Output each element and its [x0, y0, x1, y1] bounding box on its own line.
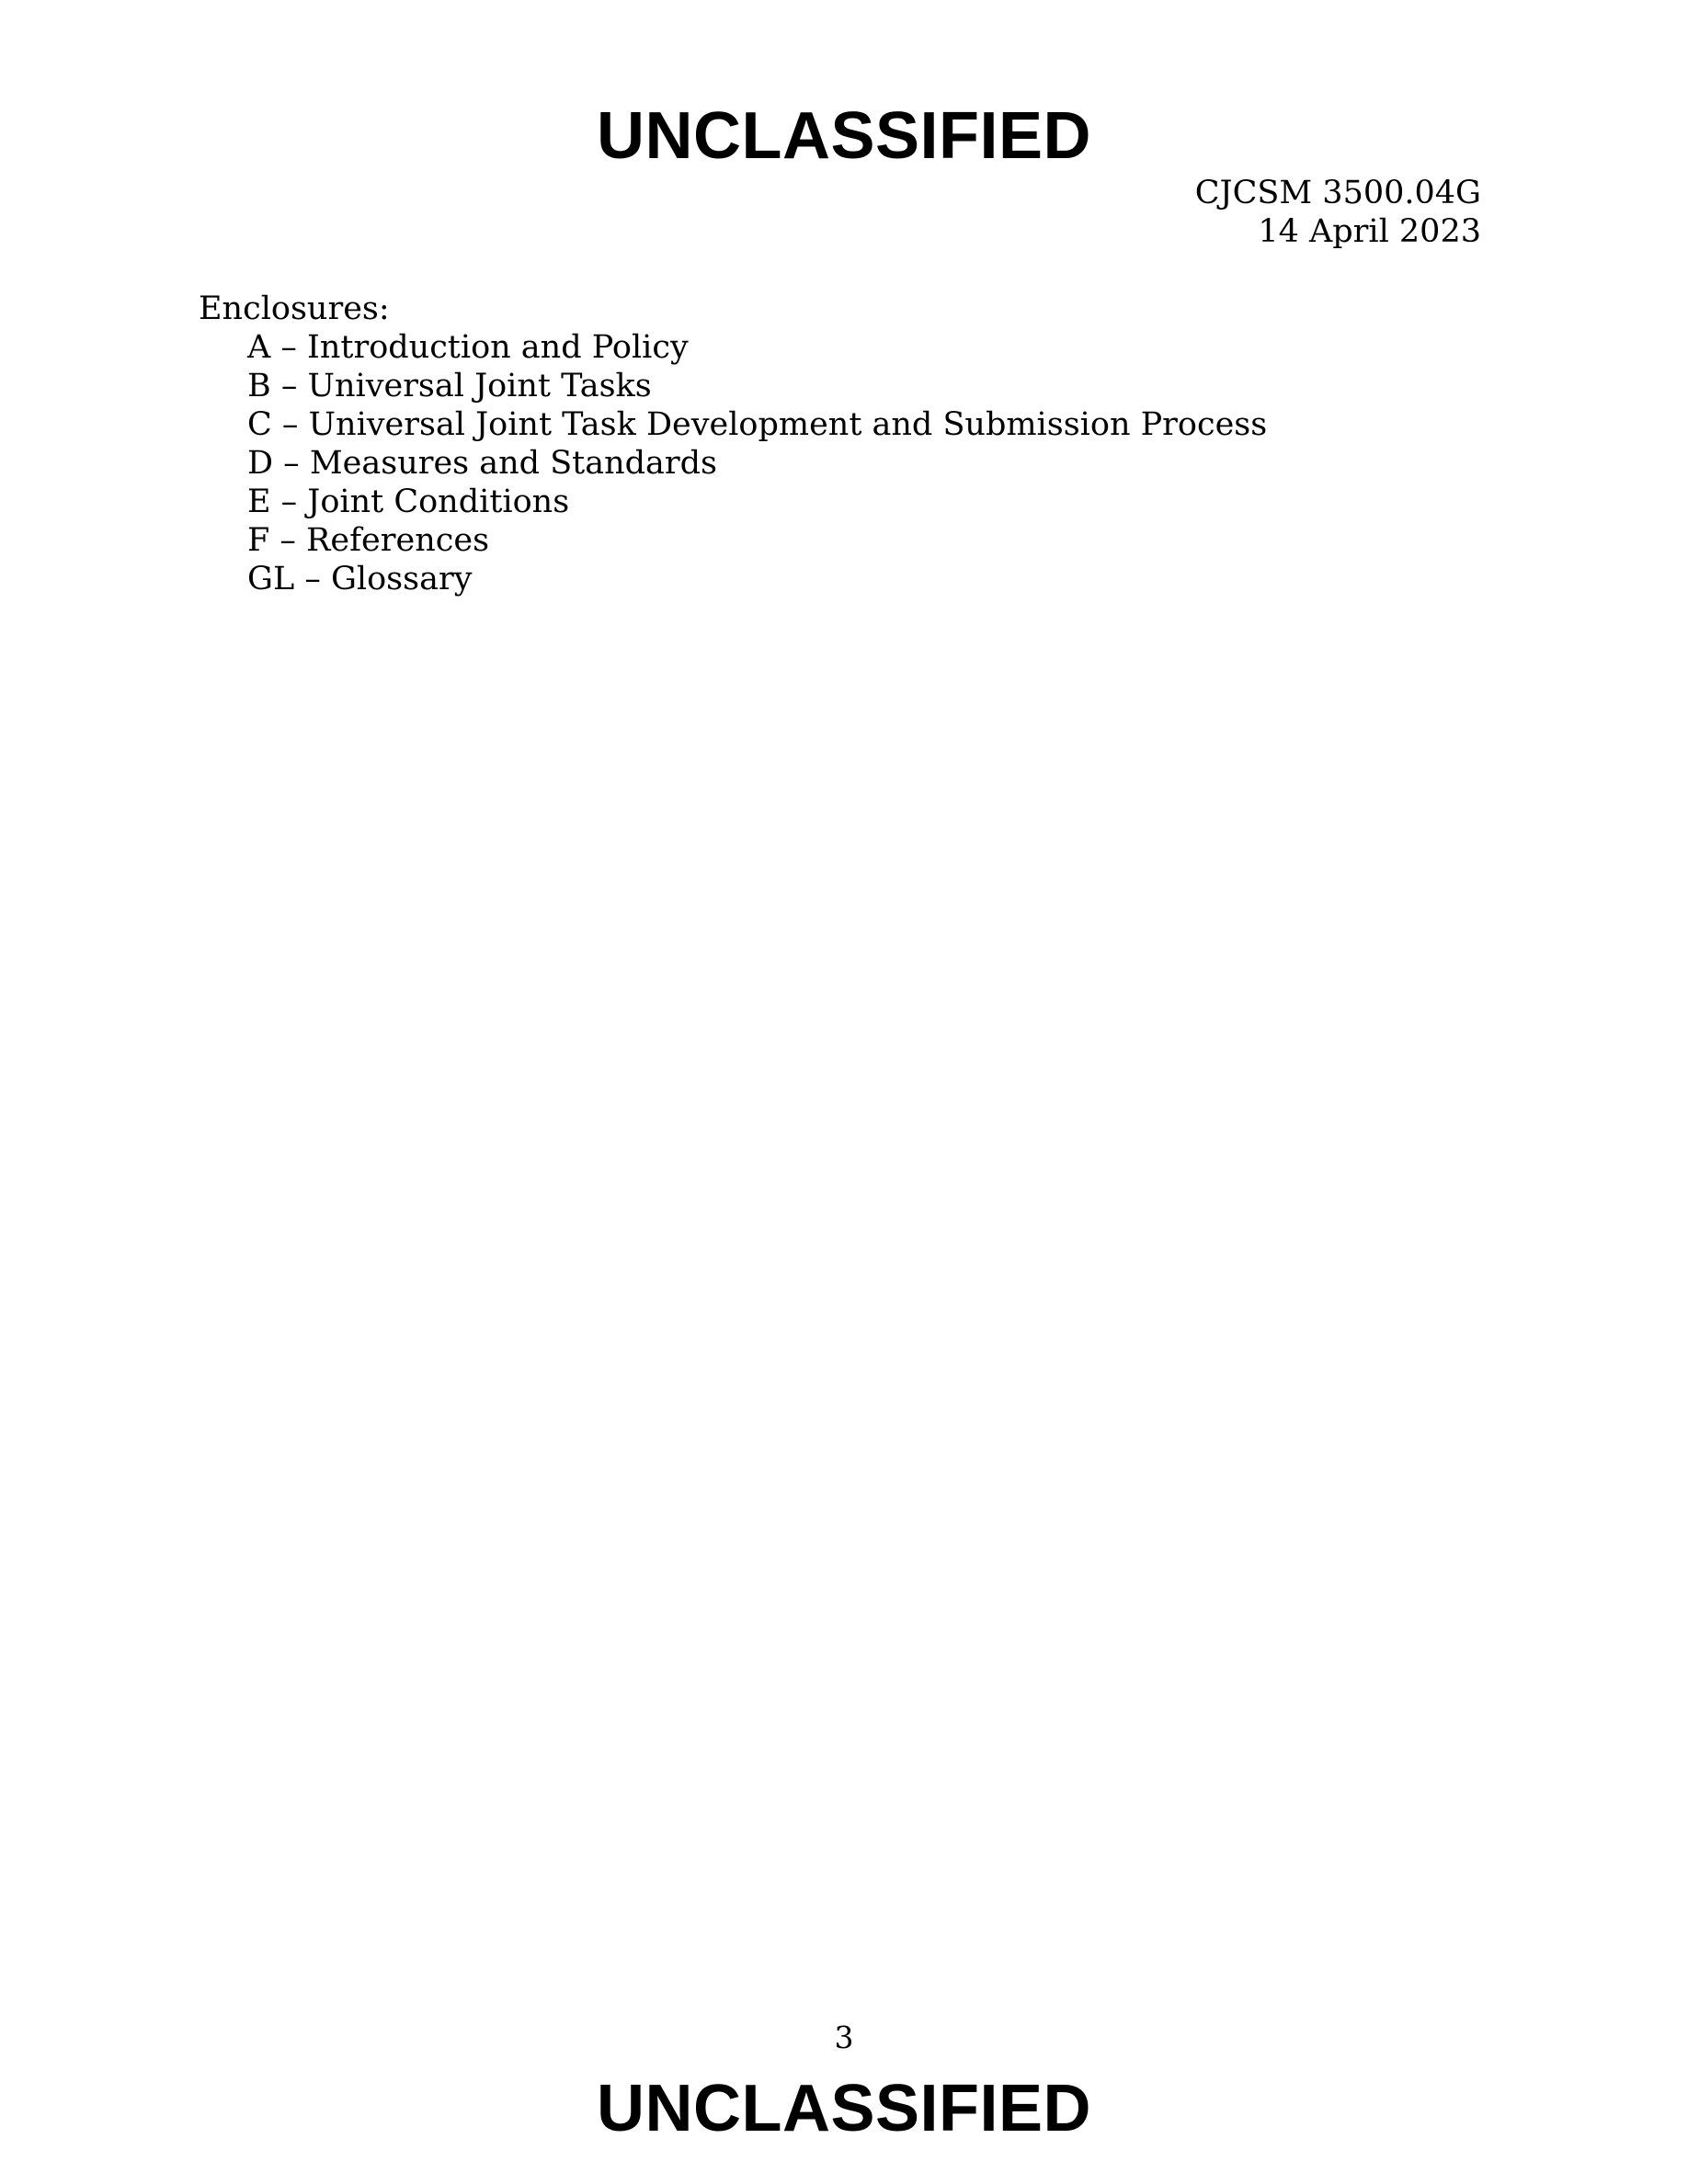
enclosure-item: A – Introduction and Policy	[247, 329, 689, 366]
enclosure-item: GL – Glossary	[247, 561, 473, 597]
page-number: 3	[834, 2019, 854, 2055]
document-date: 14 April 2023	[1258, 213, 1481, 250]
document-id: CJCSM 3500.04G	[1194, 175, 1481, 211]
enclosure-item: F – References	[247, 522, 490, 559]
document-header	[1195, 174, 1481, 251]
enclosure-item: B – Universal Joint Tasks	[247, 368, 652, 404]
classification-banner-bottom: UNCLASSIFIED	[596, 2072, 1092, 2145]
enclosures-heading: Enclosures:	[199, 290, 390, 327]
enclosure-item: D – Measures and Standards	[247, 445, 718, 482]
enclosures-list	[199, 328, 1267, 598]
classification-banner-top: UNCLASSIFIED	[596, 99, 1092, 173]
enclosure-item: C – Universal Joint Task Development and Submission Process	[247, 406, 1268, 443]
enclosure-item: E – Joint Conditions	[247, 483, 570, 520]
enclosures-section	[199, 290, 1267, 598]
